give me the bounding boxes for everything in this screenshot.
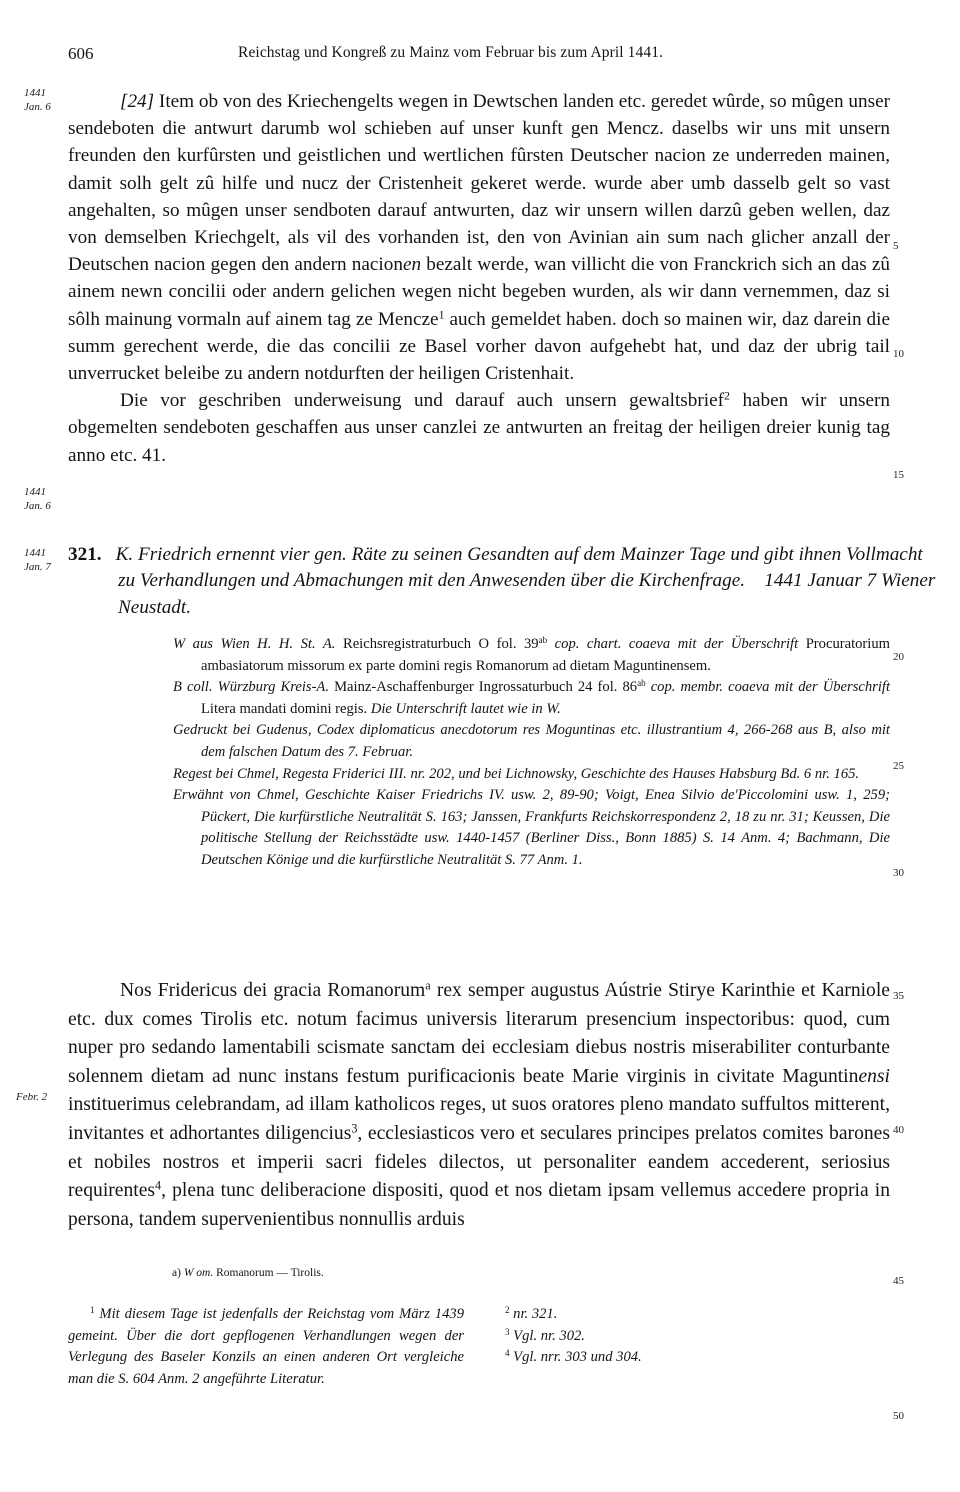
line-number: 10 bbox=[893, 348, 904, 360]
body-text-german bbox=[68, 88, 890, 469]
page-number: 606 bbox=[68, 44, 94, 63]
latin-paragraph: Nos Fridericus dei gracia Romanorum$^a$ rex semper augustus Aústrie Stirye Karinthie et Karniole etc. dux comes Tirolis etc. notum facimus universis literarum presencium inspectoribus: quod, cum nuper pro sedando lamentabili scismate sanctam dei ecclesiam diebus nostris miserabiliter conturbante solennem dietam ad nunc instans festum purificacionis beate Marie virginis in civitate Maguntinensi instituerimus celebrandam, ad illam katholicos reges, ut suos oratores pleno mandato suffultos mitterent, invitantes et adhortantes diligencius$^3$, ecclesiasticos vero et seculares principes prelatos comites barones et nobiles nostros et imperii sacri fideles dilectos, ut personaliter eandem accederent, seriosius requirentes$^4$, plena tunc deliberacione dispositi, quod et nos dietam ipsam vellemus accedere propria in persona, tandem supervenientibus nonnullis arduis bbox=[68, 978, 890, 1230]
footnote-4: $^4$ Vgl. nrr. 303 und 304. bbox=[505, 1348, 642, 1365]
document-number: 321. bbox=[68, 544, 102, 565]
apparatus-entry: Gedruckt bei Gudenus, Codex diplomaticus anecdotorum res Moguntinas etc. illustrantium 4, 266-268 aus B, also mit dem falschen Datum des 7. Februar. bbox=[173, 722, 890, 760]
margin-date: 1441 Jan. 6 bbox=[24, 486, 51, 512]
footnotes-2-4 bbox=[505, 1304, 805, 1369]
footnote-ref: 3 bbox=[351, 1121, 358, 1136]
footnote-ref: a bbox=[425, 978, 431, 993]
apparatus-entry: Erwähnt von Chmel, Geschichte Kaiser Friedrichs IV. usw. 2, 89-90; Voigt, Enea Silvio de'Piccolomini usw. 1, 259; Pückert, Die kurfürstliche Neutralität S. 163; Janssen, Frankfurts Reichskorrespondenz 2, 18 zu nr. 31; Keussen, Die politische Stellung der Reichsstädte usw. 1440-1457 (Berliner Diss., Bonn 1885) S. 14 Anm. 4; Bachmann, Die Deutschen Könige und die kurfürstliche Neutralität S. 77 Anm. 1. bbox=[173, 787, 890, 868]
footnote-1: $^1$ Mit diesem Tage ist jedenfalls der Reichstag vom März 1439 gemeint. Über die dort gepflogenen Verhandlungen wegen der Verlegung des Baseler Konzils an einen anderen Ort vergleiche man die S. 604 Anm. 2 angeführte Literatur. bbox=[68, 1305, 464, 1387]
apparatus-entry: Regest bei Chmel, Regesta Friderici III. nr. 202, und bei Lichnowsky, Geschichte des Hauses Habsburg Bd. 6 nr. 165. bbox=[173, 765, 860, 782]
document-heading bbox=[68, 542, 940, 621]
line-number: 20 bbox=[893, 651, 904, 663]
paragraph-item-24: [24] Item ob von des Kriechengelts wegen in Dewtschen landen etc. geredet wûrde, so mûgen unser sendeboten die antwurt darumb wol schieben auf unser kunft gen Mencz. daselbs wir uns mit unsern freunden den kurfûrsten und geistlichen und wertlichen fûrsten Deutscher nacion ze underreden mainen, damit solh gelt zû hilfe und nucz der Cristenheit gekeret werde. wurde aber umb dasselb gelt so vast angehalten, so mûgen unser sendboten darauf antwurten, daz wir unsern willen darzû geben wellen, daz von demselben Kriechgelt, als vil des vorhanden ist, den von Avinian ain sum nach glicher anzall der Deutschen nacion gegen den andern nacionen bezalt werde, wan villicht die von Franckrich sich an das zû ainem newn concilii oder andern gelichen wegen nicht begeben wurden, als wir dann vernemmen, daz si sôlh mainung vormaln auf ainem tag ze Mencze$^1$ auch gemeldet haben. doch so mainen wir, daz darein die summ gerechent werde, die das concilii ze Basel vorher davon aufgehebt hat, und daz der ubrig tail unverrucket beleibe zu andern notdurften der heiligen Cristenhait. bbox=[68, 91, 891, 385]
line-number: 45 bbox=[893, 1275, 904, 1287]
line-number: 15 bbox=[893, 469, 904, 481]
margin-date: Febr. 2 bbox=[16, 1091, 48, 1103]
footnote-ref: 4 bbox=[155, 1178, 162, 1193]
footnote-variant-a: a) W om. Romanorum — Tirolis. bbox=[172, 1267, 324, 1279]
apparatus-entry: W aus Wien H. H. St. A. Reichsregistraturbuch O fol. $39^{ab}$ cop. chart. coaeva mit der Überschrift Procuratorium ambasiatorum missorum ex parte domini regis Romanorum ad dietam Maguntinensem. bbox=[173, 635, 890, 674]
line-number: 35 bbox=[893, 990, 904, 1002]
line-number: 30 bbox=[893, 867, 904, 879]
document-regest: K. Friedrich ernennt vier gen. Räte zu seinen Gesandten auf dem Mainzer Tage und gibt ihnen Vollmacht zu Verhandlungen und Abmachungen mit den Anwesenden über die Kirchenfrage. bbox=[115, 544, 923, 592]
critical-apparatus bbox=[173, 634, 890, 872]
line-number: 40 bbox=[893, 1124, 904, 1136]
line-number: 5 bbox=[893, 240, 899, 252]
margin-date: 1441 Jan. 6 bbox=[24, 87, 51, 113]
document-date: 1441 Januar 7 Wiener Neustadt. bbox=[118, 570, 936, 618]
footnote-3: $^3$ Vgl. nr. 302. bbox=[505, 1326, 585, 1344]
line-number: 25 bbox=[893, 760, 904, 772]
body-text-latin bbox=[68, 977, 890, 1234]
footnote-2: $^2$ nr. 321. bbox=[505, 1305, 558, 1322]
paragraph-closing: Die vor geschriben underweisung und darauf auch unsern gewaltsbrief$^2$ haben wir unsern obgemelten sendeboten geschaffen aus unser canzlei ze antwurten an freitag der heiligen dreier kunig tag anno etc. 41. bbox=[68, 388, 890, 466]
footnote-ref: 1 bbox=[438, 307, 445, 322]
apparatus-entry: B coll. Würzburg Kreis-A. Mainz-Aschaffenburger Ingrossaturbuch 24 fol. $86^{ab}$ cop. membr. coaeva mit der Überschrift Litera mandati domini regis. Die Unterschrift lautet wie in W. bbox=[173, 678, 891, 717]
running-header: Reichstag und Kongreß zu Mainz vom Februar bis zum April 1441. bbox=[238, 44, 664, 61]
line-number: 50 bbox=[893, 1410, 904, 1422]
margin-date: 1441 Jan. 7 bbox=[24, 547, 51, 573]
footnote-ref: 2 bbox=[724, 388, 730, 403]
